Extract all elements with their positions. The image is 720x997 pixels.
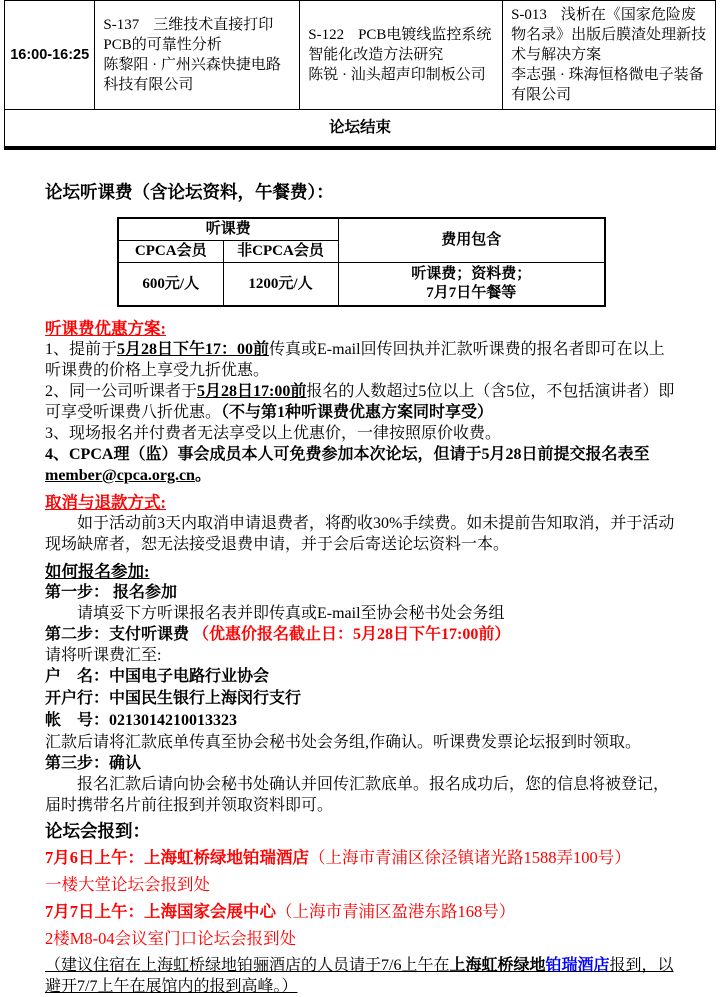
document-body (0, 180, 720, 997)
fee-nonmember-header: 非CPCA会员 (223, 241, 338, 263)
discount-item-2-text: 2、同一公司听课者于 (45, 383, 198, 400)
checkin-day1-line (45, 844, 676, 871)
discount-item-1-text: 1、提前于 (45, 341, 118, 358)
session-title: 浅析在《国家危险废物名录》出版后膜渣处理新技术与解决方案 (511, 7, 707, 63)
register-step2-label: 第二步：支付听课费 (45, 626, 194, 643)
discount-item-4 (45, 444, 676, 486)
fee-member-price: 600元/人 (118, 263, 223, 307)
cancel-heading: 取消与退款方式: (45, 493, 166, 512)
session-code: S-122 (308, 27, 345, 43)
checkin-day2-venue: 7月7日上午：上海国家会展中心 (45, 902, 276, 921)
discount-item-3: 3、现场报名并付费者无法享受以上优惠价，一律按照原价收费。 (45, 425, 502, 442)
register-step2-line (45, 624, 676, 645)
session-code: S-137 (103, 17, 140, 33)
session-speaker: 李志强 · 珠海恒格微电子装备有限公司 (511, 67, 704, 103)
fee-section-title: 论坛听课费（含论坛资料，午餐费）： (45, 182, 334, 202)
bank-account-name: 户 名：中国电子电路行业协会 (45, 668, 270, 685)
fee-group-header: 听课费 (118, 218, 338, 241)
schedule-footer: 论坛结束 (5, 110, 716, 149)
register-remit-confirm: 汇款后请将汇款底单传真至协会秘书处会务组,作确认。听课费发票论坛报到时领取。 (45, 734, 642, 751)
bank-account-number: 帐 号：0213014210013323 (45, 712, 238, 729)
hotel-link[interactable]: 铂瑞酒店 (545, 957, 610, 974)
checkin-note (45, 955, 676, 997)
checkin-day2-line (45, 898, 676, 925)
discount-heading: 听课费优惠方案: (45, 319, 166, 338)
fee-table (117, 217, 606, 307)
checkin-day1-address: （上海市青浦区徐泾镇诸光路1588弄100号） (309, 848, 631, 867)
fee-includes-value (338, 263, 605, 307)
fee-includes-header: 费用包含 (338, 218, 605, 263)
schedule-session-3 (503, 1, 716, 110)
discount-item-4-end: 。 (194, 467, 211, 484)
session-speaker: 陈锐 · 汕头超声印制板公司 (308, 67, 486, 83)
checkin-note-text: （建议住宿在上海虹桥绿地铂骊酒店的人员请于7/6上午在 (45, 957, 450, 974)
email-link[interactable]: member@cpca.org.cn (45, 467, 195, 484)
register-heading: 如何报名参加: (45, 562, 150, 581)
session-speaker: 陈黎阳 · 广州兴森快捷电路科技有限公司 (103, 57, 281, 93)
discount-item-2 (45, 381, 676, 423)
discount-item-4-text: 4、CPCA理（监）事会成员本人可免费参加本次论坛，但请于5月28日前提交报名表至 (45, 446, 650, 463)
session-code: S-013 (511, 7, 547, 23)
discount-item-1-rest: 传真或E-mail回传回执并汇款听课费的报名者即可在以上听课费的价格上享受九折优惠。 (45, 341, 665, 379)
discount-item-1-deadline: 5月28日下午17：00前 (117, 341, 270, 358)
fee-nonmember-price: 1200元/人 (223, 263, 338, 307)
session-title: 三维技术直接打印PCB的可靠性分析 (103, 17, 274, 53)
register-step1-label: 第一步： 报名参加 (45, 584, 178, 601)
schedule-session-1 (95, 1, 300, 110)
schedule-table (4, 0, 716, 150)
checkin-heading: 论坛会报到： (45, 821, 150, 841)
register-step2-deadline: （优惠价报名截止日：5月28日下午17:00前） (193, 626, 511, 643)
checkin-day1-place: 一楼大堂论坛会报到处 (45, 875, 210, 894)
register-remit-intro: 请将听课费汇至: (45, 647, 162, 664)
fee-member-header: CPCA会员 (118, 241, 223, 263)
schedule-session-2 (300, 1, 503, 110)
discount-item-2-rest: 报名的人数超过5位以上（含5位，不包括演讲者）即可享受听课费八折优惠。 (45, 383, 675, 421)
checkin-note-venue: 上海虹桥绿地 (449, 957, 546, 974)
discount-item-2-note: （不与第1种听课费优惠方案同时享受） (221, 404, 494, 421)
checkin-day1-venue: 7月6日上午：上海虹桥绿地铂瑞酒店 (45, 848, 309, 867)
fee-includes-line1: 听课费；资料费； (411, 266, 532, 282)
register-step1-body: 请填妥下方听课报名表并即传真或E-mail至协会秘书处会务组 (77, 605, 505, 622)
schedule-time: 16:00-16:25 (5, 1, 95, 110)
checkin-day2-place: 2楼M8-04会议室门口论坛会报到处 (45, 929, 297, 948)
register-step3-label: 第三步：确认 (45, 755, 142, 772)
fee-includes-line2: 7月7日午餐等 (426, 285, 517, 301)
discount-item-2-deadline: 5月28日17:00前 (197, 383, 307, 400)
checkin-note-end: 报到，以避开7/7上午在展馆内的报到高峰。） (45, 957, 674, 995)
discount-item-1 (45, 339, 676, 381)
cancel-body: 如于活动前3天内取消申请退费者，将酌收30%手续费。如未提前告知取消，并于活动现场缺席者，恕无法接受退费申请，并于会后寄送论坛资料一本。 (45, 515, 675, 553)
checkin-day2-address: （上海市青浦区盈港东路168号） (276, 902, 516, 921)
session-title: PCB电镀线监控系统智能化改造方法研究 (308, 27, 492, 63)
register-step3-body: 报名汇款后请向协会秘书处确认并回传汇款底单。报名成功后，您的信息将被登记，届时携带名片前往报到并领取资料即可。 (45, 776, 670, 814)
bank-name: 开户行：中国民生银行上海闵行支行 (45, 690, 302, 707)
